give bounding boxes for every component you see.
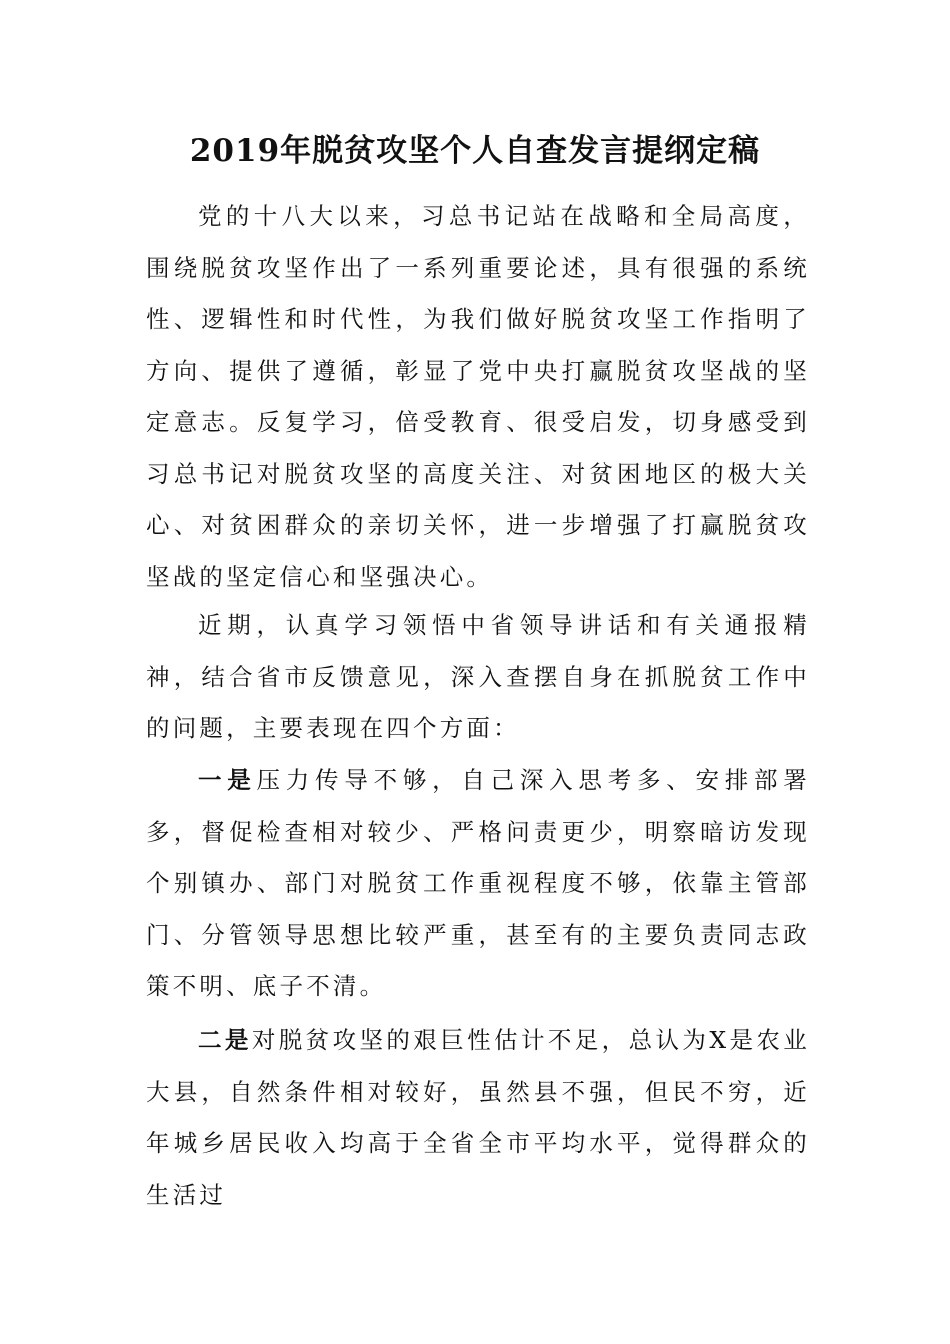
paragraph-text: 对脱贫攻坚的艰巨性估计不足，总认为X是农业大县，自然条件相对较好，虽然县不强，但民不穷，近年城乡居民收入均高于全省全市平均水平，觉得群众的生活过 [146, 1026, 810, 1209]
paragraph-text: 压力传导不够，自己深入思考多、安排部署多，督促检查相对较少、严格问责更少，明察暗访发现个别镇办、部门对脱贫工作重视程度不够，依靠主管部门、分管领导思想比较严重，甚至有的主要负责同志政策不明、底子不清。 [146, 766, 810, 1000]
paragraph-issue-two [146, 1015, 810, 1221]
paragraph-issue-one [146, 755, 810, 1013]
document-title: 2019年脱贫攻坚个人自查发言提纲定稿 [189, 133, 761, 169]
paragraph-lead: 一是 [198, 766, 257, 794]
paragraph-lead: 二是 [198, 1026, 252, 1054]
paragraph-text: 党的十八大以来，习总书记站在战略和全局高度，围绕脱贫攻坚作出了一系列重要论述，具有很强的系统性、逻辑性和时代性，为我们做好脱贫攻坚工作指明了方向、提供了遵循，彰显了党中央打赢脱贫攻坚战的坚定意志。反复学习，倍受教育、很受启发，切身感受到习总书记对脱贫攻坚的高度关注、对贫困地区的极大关心、对贫困群众的亲切关怀，进一步增强了打赢脱贫攻坚战的坚定信心和坚强决心。 [146, 202, 810, 591]
paragraph-text: 近期，认真学习领悟中省领导讲话和有关通报精神，结合省市反馈意见，深入查摆自身在抓脱贫工作中的问题，主要表现在四个方面： [146, 611, 810, 742]
paragraph-recent-review [146, 600, 810, 755]
paragraph-intro [146, 191, 810, 603]
